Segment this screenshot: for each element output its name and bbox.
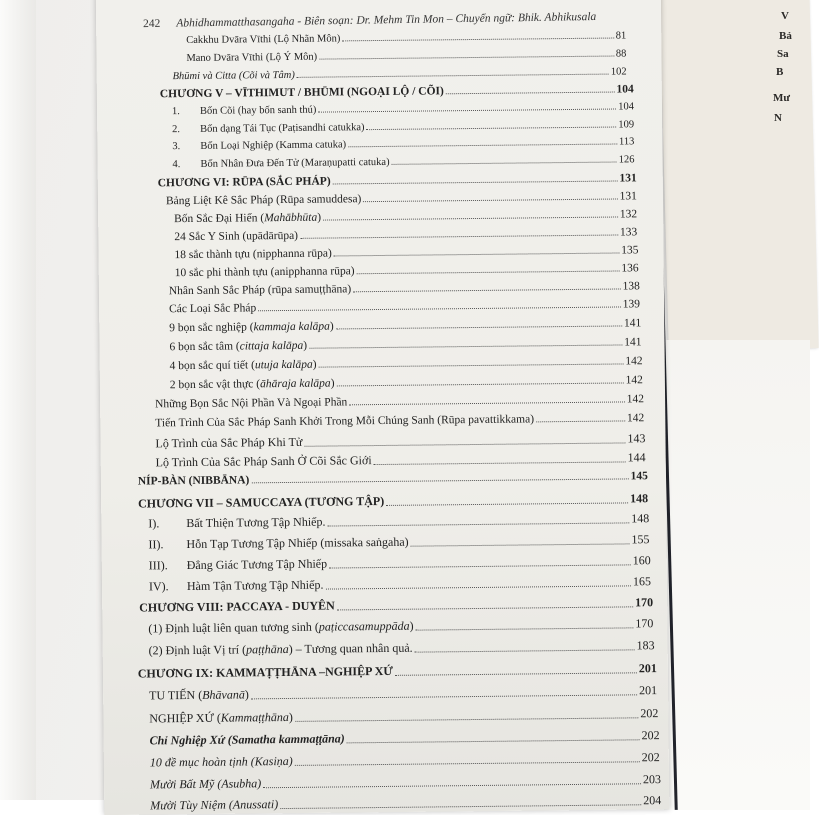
toc-entry: Bảng Liệt Kê Sắc Pháp (Rūpa samuddesa) 131 [165,190,637,208]
toc-entry: 2 bọn sắc vật thực (āhāraja kalāpa) 142 [169,374,643,392]
toc-entry: Chỉ Nghiệp Xứ (Samatha kammaṭṭāna) 202 [149,728,660,748]
toc-entry: Tiến Trình Của Sắc Pháp Sanh Khởi Trong Mỗi Chúng Sanh (Rūpa pavattikkama) 142 [155,412,645,430]
toc-chapter: NÍP-BÀN (NIBBĀNA) 145 [137,470,648,488]
toc-chapter: CHƯƠNG IX: KAMMAṬṬHĀNA –NGHIỆP XỨ 201 [137,661,657,681]
toc-entry: I). Bất Thiện Tương Tập Nhiếp. 148 [148,511,650,531]
page-number: 242 [142,17,161,31]
toc-entry: 9 bọn sắc nghiệp (kammaja kalāpa) 141 [169,317,642,335]
toc-entry: 24 Sắc Y Sinh (upādārūpa) 133 [174,226,638,244]
toc-entry: Cakkhu Dvāra Vīthi (Lộ Nhãn Môn) 81 [186,30,627,47]
toc-entry: Bốn Sắc Đại Hiển (Mahābhūta) 132 [174,208,638,226]
toc-entry: 10 đề mục hoàn tịnh (Kasiṇa) 202 [149,750,660,770]
toc-entry: 10 sắc phi thành tựu (anipphanna rūpa) 136 [174,262,639,280]
toc-entry: 6 bọn sắc tâm (cittaja kalāpa) 141 [169,336,642,354]
toc-entry: Mười Bất Mỹ (Asubha) 203 [149,772,662,792]
toc-entry: 3. Bốn Loại Nghiệp (Kamma catuka) 113 [172,136,635,153]
facing-text: V [781,10,789,22]
toc-entry: TU TIẾN (Bhāvanā) 201 [149,683,658,703]
toc-entry: 4. Bốn Nhân Đưa Đến Tử (Maraṇupatti catuka) 126 [172,154,635,171]
toc-chapter: CHƯƠNG V – VĪTHIMUT / BHŪMI (NGOẠI LỘ / CÕI) 104 [159,83,634,101]
toc-entry: Nhân Sanh Sắc Pháp (rūpa samuṭṭhāna) 138 [168,280,640,298]
toc-entry: NGHIỆP XỨ (Kammaṭṭhāna) 202 [149,706,659,726]
toc-entry: Lộ Trình Của Sắc Pháp Sanh Ở Cõi Sắc Giới 144 [155,450,646,470]
facing-text: B [776,66,784,78]
toc-entry: (1) Định luật liên quan tương sinh (paṭiccasamuppāda) 170 [148,616,654,636]
toc-entry: III). Đẳng Giác Tương Tập Nhiếp 160 [148,553,651,573]
toc-entry: 18 sắc thành tựu (nipphanna rūpa) 135 [174,244,639,262]
toc-entry: 1. Bốn Cõi (hay bốn sanh thú) 104 [171,101,635,118]
toc-entry: 4 bọn sắc quí tiết (utuja kalāpa) 142 [169,355,643,373]
running-title: Abhidhammatthasangaha - Biên soạn: Dr. Mehm Tin Mon – Chuyển ngữ: Bhik. Abhikusala [176,10,597,30]
toc-entry: IV). Hàm Tận Tương Tập Nhiếp. 165 [148,574,651,594]
toc-entry: 2. Bốn dạng Tái Tục (Paṭisandhi catukka) 109 [172,119,635,136]
facing-text: N [774,112,782,124]
toc-entry: Lộ Trình của Sắc Pháp Khi Tử 143 [155,431,646,451]
toc-entry: Mười Tùy Niệm (Anussati) 204 [150,793,662,813]
facing-text: Sa [777,48,789,60]
toc-entry: Các Loại Sắc Pháp 139 [168,298,641,316]
toc-entry: (2) Định luật Vị trí (paṭṭhāna) – Tương quan nhân quả. 183 [148,638,655,658]
toc-chapter: CHƯƠNG VIII: PACCAYA - DUYÊN 170 [139,595,654,615]
toc-entry: Những Bọn Sắc Nội Phần Và Ngoại Phần 142 [154,393,645,411]
toc-chapter: CHƯƠNG VII – SAMUCCAYA (TƯƠNG TẬP) 148 [137,491,649,511]
facing-text: Mư [773,92,790,104]
toc-entry: II). Hỗn Tạp Tương Tập Nhiếp (missaka saṅgaha) 155 [148,532,650,552]
facing-text: Bả [779,30,792,42]
toc-entry: Mano Dvāra Vīthi (Lộ Ý Môn) 88 [186,48,627,65]
toc-entry: Bhūmi và Citta (Cõi và Tâm) 102 [172,66,627,83]
toc-chapter: CHƯƠNG VI: RŪPA (SẮC PHÁP) 131 [157,172,637,190]
